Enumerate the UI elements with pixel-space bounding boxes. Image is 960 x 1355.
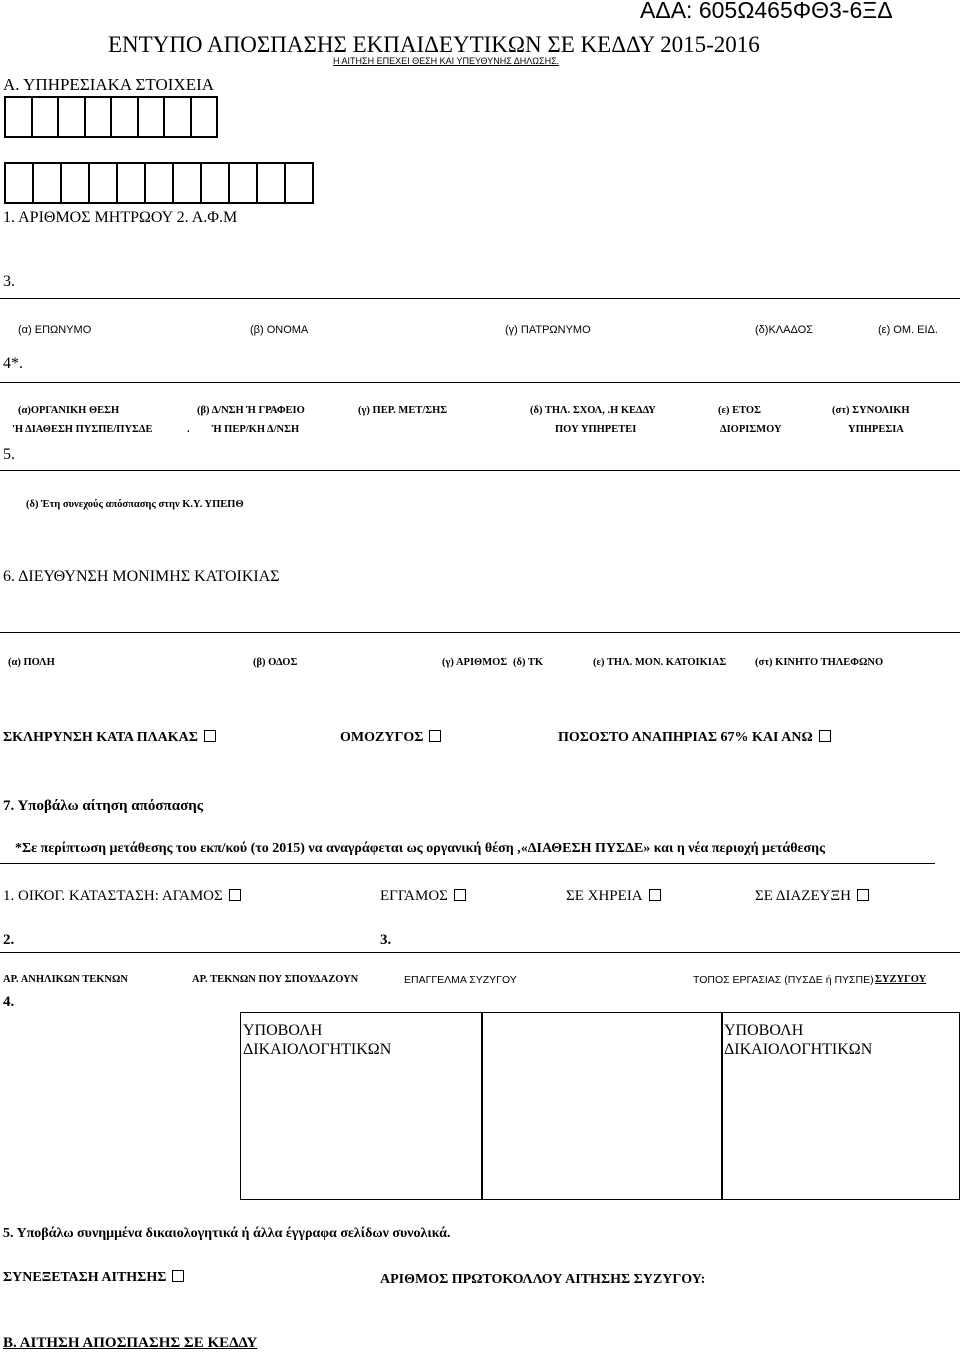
dot-mark: . [187, 424, 190, 435]
secondment-years-label: (δ) Έτη συνεχούς απόσπασης στην Κ.Υ. ΥΠΕΠΘ [26, 499, 244, 510]
homozygous-label: ΟΜΟΖΥΓΟΣ [340, 730, 424, 745]
widowed-checkbox[interactable] [649, 889, 661, 901]
sclerosis-label: ΣΚΛΗΡΥΝΣΗ ΚΑΤΑ ΠΛΑΚΑΣ [3, 730, 198, 745]
col-appointment-year-2: ΔΙΟΡΙΣΜΟΥ [720, 424, 782, 435]
col-directorate-2: Ή ΠΕΡ/ΚΗ Δ/ΝΣΗ [212, 424, 300, 435]
disability-option[interactable] [558, 730, 831, 746]
col-home-phone: (ε) ΤΗΛ. ΜΟΝ. ΚΑΤΟΙΚΙΑΣ [593, 657, 727, 668]
col-name: (β) ΟΝΟΜΑ [250, 324, 309, 336]
spouse-protocol-label: ΑΡΙΘΜΟΣ ΠΡΩΤΟΚΟΛΛΟΥ ΑΙΤΗΣΗΣ ΣΥΖΥΓΟΥ: [380, 1272, 706, 1287]
submission-2-line2: ΔΙΚΑΙΟΛΟΓΗΤΙΚΩΝ [724, 1041, 873, 1058]
col-total-service: (στ) ΣΥΝΟΛΙΚΗ [832, 405, 910, 416]
col-total-service-2: ΥΠΗΡΕΣΙΑ [848, 424, 904, 435]
col-surname: (α) ΕΠΩΝΥΜΟ [18, 324, 92, 336]
item-3-number: 3. [380, 932, 392, 948]
divorced-label: ΣΕ ΔΙΑΖΕΥΞΗ [755, 888, 851, 904]
widowed-label: ΣΕ ΧΗΡΕΙΑ [566, 888, 643, 904]
submission-box-2[interactable] [482, 1012, 722, 1200]
tax-number-boxes[interactable] [4, 162, 314, 204]
address-heading: 6. ΔΙΕΥΘΥΝΣΗ ΜΟΝΙΜΗΣ ΚΑΤΟΙΚΙΑΣ [3, 568, 280, 585]
row3-number: 3. [3, 273, 15, 290]
col-spouse-profession: ΕΠΑΓΓΕΛΜΑ ΣΥΖΥΓΟΥ [404, 974, 517, 986]
family-line [0, 952, 960, 953]
sclerosis-checkbox[interactable] [204, 730, 216, 742]
married-label: ΕΓΓΑΜΟΣ [380, 888, 448, 904]
col-organic-position: (α)ΟΡΓΑΝΙΚΗ ΘΕΣΗ [18, 405, 120, 416]
marital-status [3, 888, 241, 905]
row4-number: 4*. [3, 355, 23, 372]
form-subtitle: Η ΑΙΤΗΣΗ ΕΠΕΧΕΙ ΘΕΣΗ ΚΑΙ ΥΠΕΥΘΥΝΗΣ ΔΗΛΩΣΗΣ. [333, 56, 560, 66]
col-directorate: (β) Δ/ΝΣΗ Ή ΓΡΑΦΕΙΟ [197, 405, 305, 416]
marital-status-label: 1. ΟΙΚΟΓ. ΚΑΤΑΣΤΑΣΗ: ΑΓΑΜΟΣ [3, 888, 223, 904]
widowed-option[interactable] [566, 888, 661, 905]
item-4-number: 4. [3, 994, 15, 1010]
col-spouse: ΣΥΖΥΓΟΥ [875, 974, 927, 985]
col-school-phone: (δ) ΤΗΛ. ΣΧΟΛ, .Η ΚΕΔΔΥ [530, 405, 656, 416]
single-checkbox[interactable] [229, 889, 241, 901]
ada-code: ΑΔΑ: 605Ω465ΦΘ3-6ΞΔ [640, 0, 893, 23]
col-mobile-phone: (στ) ΚΙΝΗΤΟ ΤΗΛΕΦΩΝΟ [755, 657, 884, 668]
note-line [0, 863, 935, 864]
row5-line [0, 470, 960, 471]
disability-label: ΠΟΣΟΣΤΟ ΑΝΑΠΗΡΙΑΣ 67% ΚΑΙ ΑΝΩ [558, 730, 813, 745]
continuation-checkbox[interactable] [172, 1270, 184, 1282]
transfer-note: *Σε περίπτωση μετάθεσης του εκπ/κού (το 2015) να αναγράφεται ως οργανική θέση ,«ΔΙΑΘΕΣΗ ΠΥΣΔΕ» και η νέα περιοχή μετάθεσης [15, 841, 825, 856]
continuation-label: ΣΥΝΕΞΕΤΑΣΗ ΑΙΤΗΣΗΣ [3, 1270, 167, 1285]
col-school-phone-2: ΠΟΥ ΥΠΗΡΕΤΕΙ [555, 424, 637, 435]
submission-1-line2: ΔΙΚΑΙΟΛΟΓΗΤΙΚΩΝ [243, 1041, 392, 1058]
attachments-statement: 5. Υποβάλω συνημμένα δικαιολογητικά ή άλλα έγγραφα σελίδων συνολικά. [3, 1226, 451, 1241]
divorced-option[interactable] [755, 888, 869, 905]
col-studying-children: ΑΡ. ΤΕΚΝΩΝ ΠΟΥ ΣΠΟΥΔΑΖΟΥΝ [192, 974, 359, 985]
col-appointment-year: (ε) ΕΤΟΣ [718, 405, 761, 416]
homozygous-checkbox[interactable] [429, 730, 441, 742]
col-fathername: (γ) ΠΑΤΡΩΝΥΜΟ [505, 324, 591, 336]
col-spouse-workplace: ΤΟΠΟΣ ΕΡΓΑΣΙΑΣ (ΠΥΣΔΕ ή ΠΥΣΠΕ) [693, 974, 874, 986]
row4-line [0, 382, 960, 383]
col-transfer-area: (γ) ΠΕΡ. ΜΕΤ/ΣΗΣ [358, 405, 448, 416]
form-title: ΕΝΤΥΠΟ ΑΠΟΣΠΑΣΗΣ ΕΚΠΑΙΔΕΥΤΙΚΩΝ ΣΕ ΚΕΔΔΥ 2015-2016 [108, 32, 760, 57]
col-minor-children: ΑΡ. ΑΝΗΛΙΚΩΝ ΤΕΚΝΩΝ [3, 974, 129, 985]
item-2-number: 2. [3, 932, 15, 948]
married-checkbox[interactable] [454, 889, 466, 901]
married-option[interactable] [380, 888, 466, 905]
col-postcode: (δ) ΤΚ [513, 657, 544, 668]
sclerosis-option[interactable] [3, 730, 216, 746]
address-line [0, 632, 960, 633]
divorced-checkbox[interactable] [857, 889, 869, 901]
row5-number: 5. [3, 446, 15, 463]
submission-1-line1: ΥΠΟΒΟΛΗ [243, 1022, 323, 1039]
col-street: (β) ΟΔΟΣ [253, 657, 298, 668]
col-specialty: (δ)ΚΛΑΔΟΣ [755, 324, 813, 336]
registry-number-boxes[interactable] [4, 96, 218, 138]
section-b-heading: Β. ΑΙΤΗΣΗ ΑΠΟΣΠΑΣΗΣ ΣΕ ΚΕΔΔΥ [3, 1335, 258, 1351]
col-group: (ε) ΟΜ. ΕΙΔ. [878, 324, 938, 336]
homozygous-option[interactable] [340, 730, 441, 746]
col-number: (γ) ΑΡΙΘΜΟΣ [442, 657, 508, 668]
section-7-heading: 7. Υποβάλω αίτηση απόσπασης [3, 798, 204, 814]
submission-2-line1: ΥΠΟΒΟΛΗ [724, 1022, 804, 1039]
row3-line [0, 298, 960, 299]
continuation-option[interactable] [3, 1270, 184, 1286]
col-organic-position-2: 'Η ΔΙΑΘΕΣΗ ΠΥΣΠΕ/ΠΥΣΔΕ [12, 424, 153, 435]
col-city: (α) ΠΟΛΗ [8, 657, 55, 668]
registry-afm-label: 1. ΑΡΙΘΜΟΣ ΜΗΤΡΩΟΥ 2. Α.Φ.Μ [3, 209, 238, 226]
disability-checkbox[interactable] [819, 730, 831, 742]
section-a-heading: Α. ΥΠΗΡΕΣΙΑΚΑ ΣΤΟΙΧΕΙΑ [3, 75, 215, 94]
